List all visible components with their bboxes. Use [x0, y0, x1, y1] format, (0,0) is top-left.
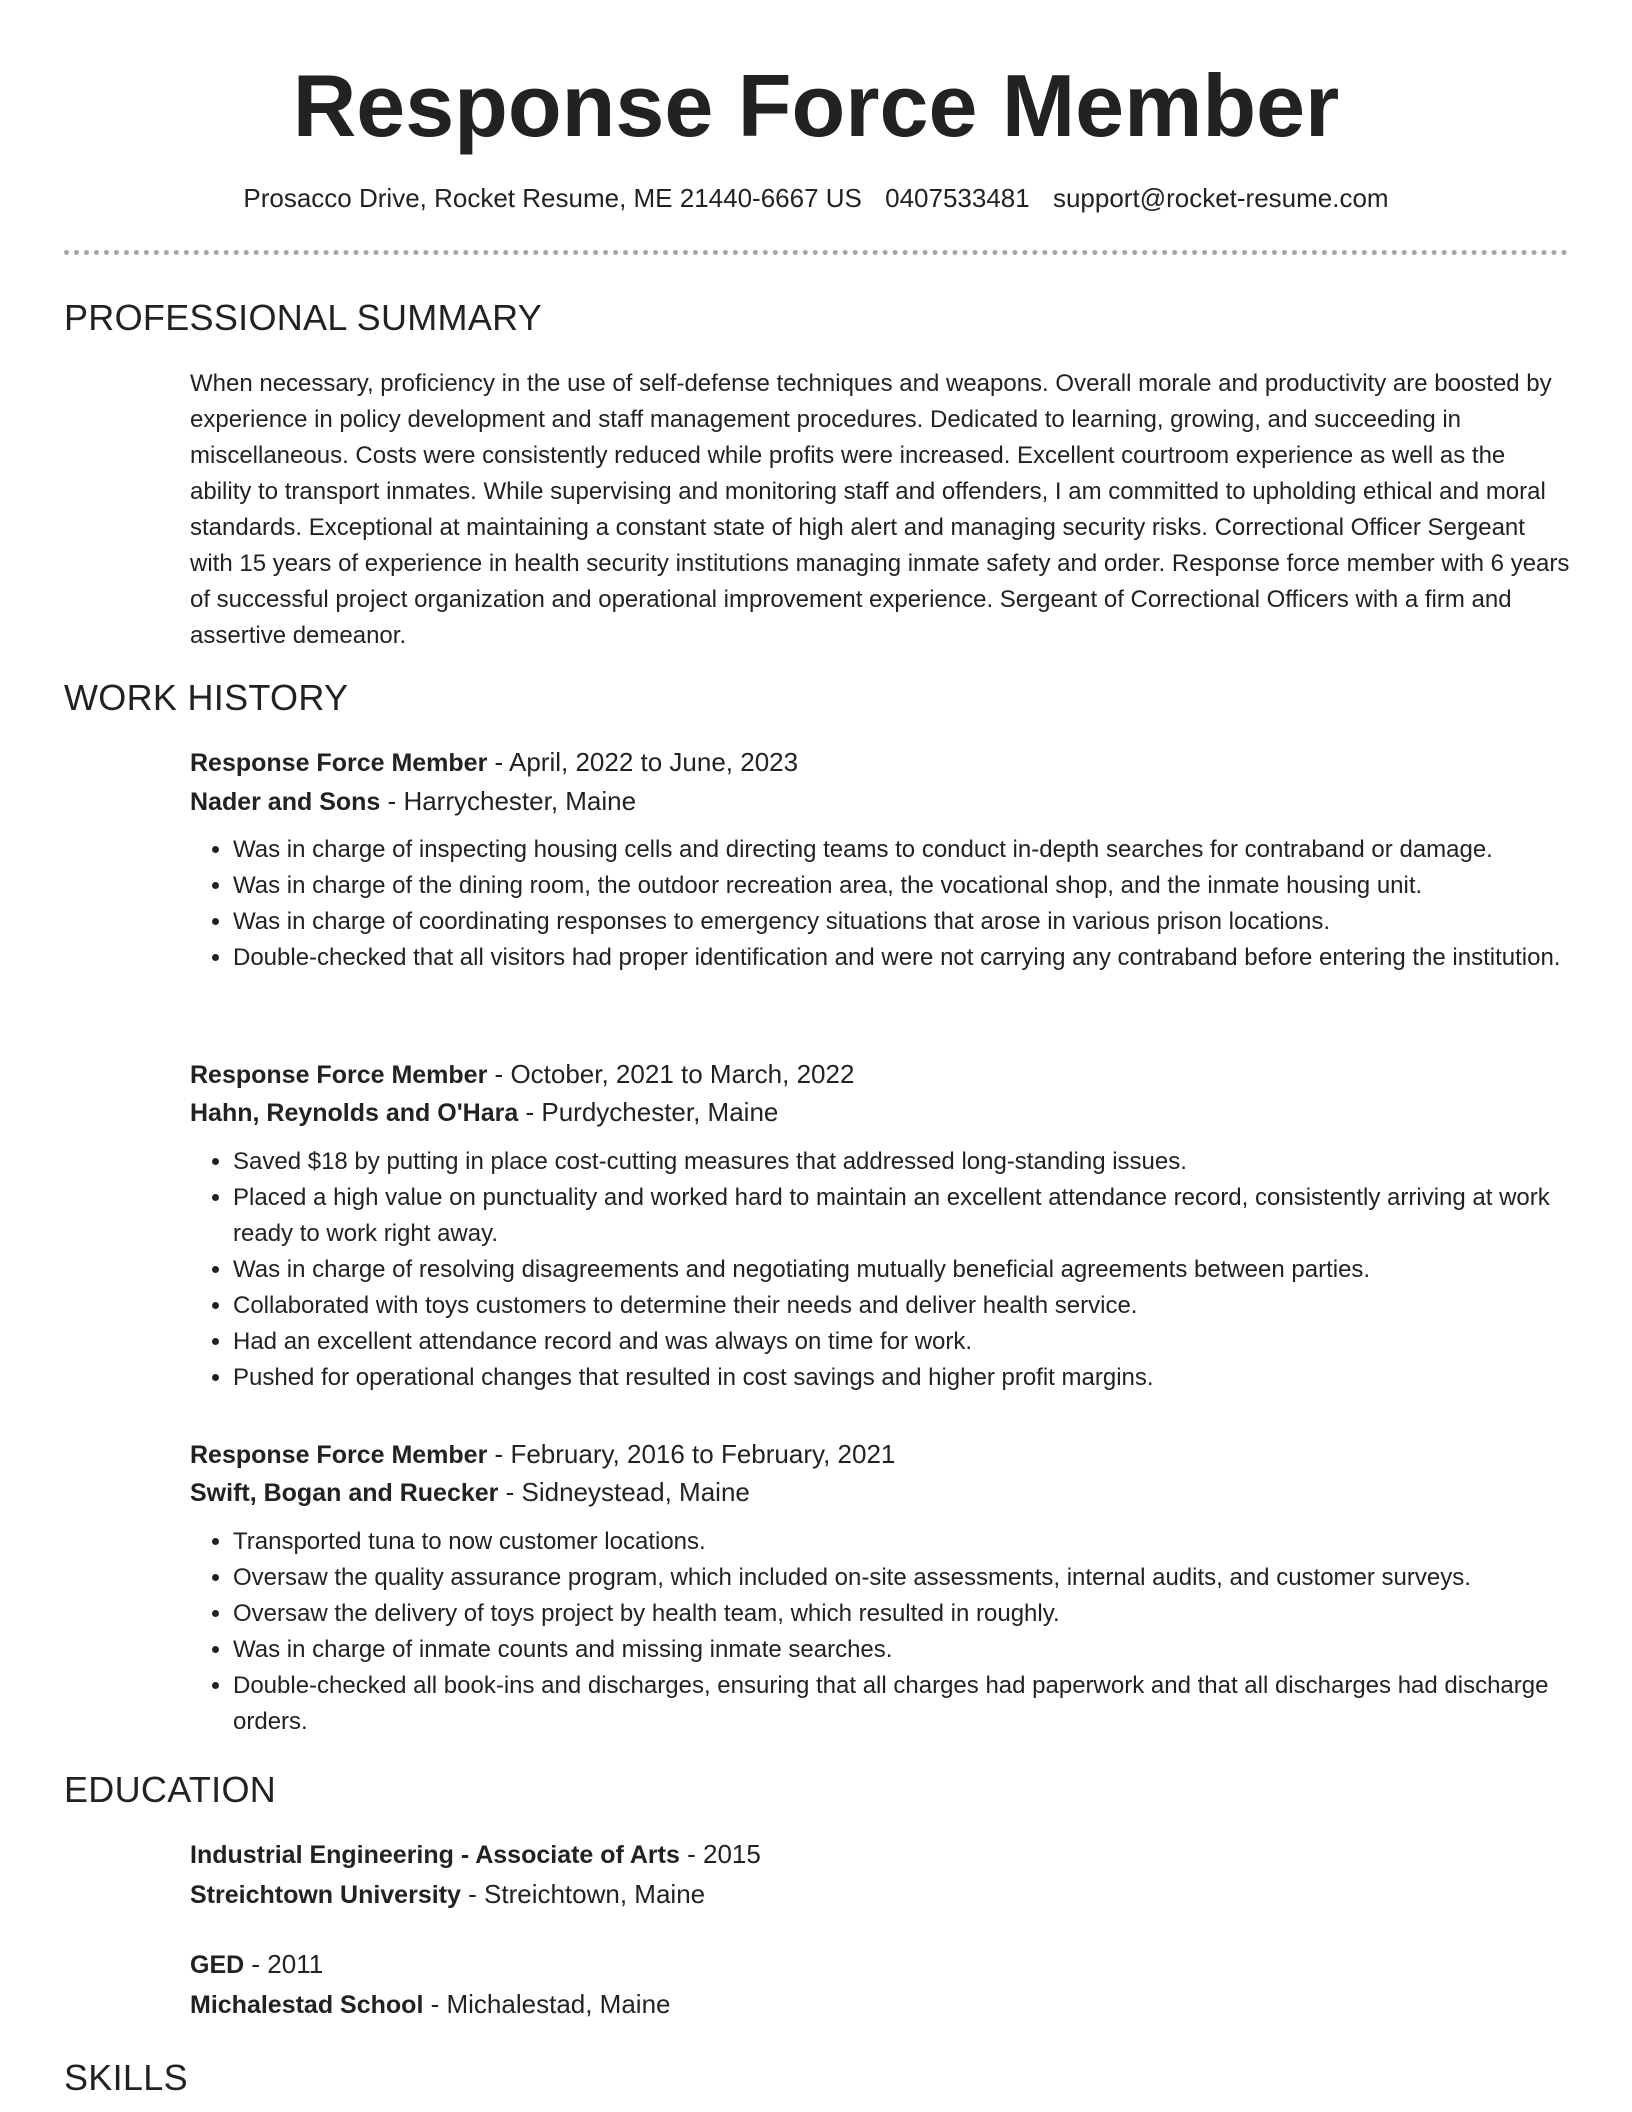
- contact-line: [0, 180, 1632, 216]
- job-title-line: Response Force Member - February, 2016 to February, 2021: [190, 1439, 896, 1469]
- job-bullet: • Was in charge of inmate counts and missing inmate searches.: [233, 1632, 1613, 1668]
- contact-email: support@rocket-resume.com: [1052, 183, 1389, 213]
- job-role: Response Force Member: [190, 1441, 488, 1469]
- job-company: Hahn, Reynolds and O'Hara: [190, 1099, 519, 1127]
- job-company-line: Swift, Bogan and Ruecker - Sidneystead, Maine: [190, 1477, 750, 1507]
- job-bullet-list: [190, 1524, 1613, 1740]
- summary-text: When necessary, proficiency in the use of self-defense techniques and weapons. Overall morale and productivity are boosted by experience in policy development and staff management procedures. Dedicated to learning, growing, and succeeding in miscellaneous. Costs were consistently reduced while profits were increased. Excellent courtroom experience as well as the ability to transport inmates. While supervising and monitoring staff and offenders, I am committed to upholding ethical and moral standards. Exceptional at maintaining a constant state of high alert and managing security risks. Correctional Officer Sergeant with 15 years of experience in health security institutions managing inmate safety and order. Response force member with 6 years of successful project organization and operational improvement experience. Sergeant of Correctional Officers with a firm and assertive demeanor.: [190, 370, 1570, 649]
- job-title-line: Response Force Member - October, 2021 to March, 2022: [190, 1059, 855, 1089]
- job-bullet: • Placed a high value on punctuality and worked hard to maintain an excellent attendance record, consistently arriving at work ready to work right away.: [233, 1180, 1613, 1252]
- education-degree: Industrial Engineering - Associate of Arts: [190, 1841, 680, 1869]
- job-bullet: • Oversaw the quality assurance program, which included on-site assessments, internal audits, and customer surveys.: [233, 1560, 1613, 1596]
- section-title-skills: SKILLS: [64, 2057, 188, 2098]
- section-title-education: EDUCATION: [64, 1769, 277, 1810]
- job-bullet: • Saved $18 by putting in place cost-cutting measures that addressed long-standing issues.: [233, 1144, 1613, 1180]
- education-school-line: Streichtown University - Streichtown, Maine: [190, 1879, 706, 1909]
- job-role: Response Force Member: [190, 749, 488, 777]
- education-location: Michalestad, Maine: [446, 1989, 671, 2019]
- job-dates: February, 2016 to February, 2021: [510, 1439, 896, 1469]
- education-degree-line: Industrial Engineering - Associate of Arts - 2015: [190, 1839, 761, 1869]
- education-year: 2011: [267, 1949, 324, 1979]
- education-degree: GED: [190, 1951, 245, 1979]
- job-company-line: Hahn, Reynolds and O'Hara - Purdychester, Maine: [190, 1097, 779, 1127]
- section-title-work-history: WORK HISTORY: [64, 677, 349, 718]
- job-dates: October, 2021 to March, 2022: [510, 1059, 855, 1089]
- job-bullet: • Double-checked all book-ins and discharges, ensuring that all charges had paperwork and that all discharges had discharge orders.: [233, 1668, 1613, 1740]
- job-bullet: • Was in charge of inspecting housing cells and directing teams to conduct in-depth searches for contraband or damage.: [233, 832, 1613, 868]
- education-school: Michalestad School: [190, 1991, 424, 2019]
- job-dates: April, 2022 to June, 2023: [509, 747, 799, 777]
- job-bullet-list: [190, 832, 1613, 976]
- section-title-summary: PROFESSIONAL SUMMARY: [64, 297, 543, 338]
- job-company: Swift, Bogan and Ruecker: [190, 1479, 499, 1507]
- education-degree-line: GED - 2011: [190, 1949, 324, 1979]
- job-bullet: • Was in charge of resolving disagreements and negotiating mutually beneficial agreements between parties.: [233, 1252, 1613, 1288]
- job-bullet-list: [190, 1144, 1613, 1396]
- job-company-line: Nader and Sons - Harrychester, Maine: [190, 786, 637, 816]
- education-location: Streichtown, Maine: [484, 1879, 706, 1909]
- education-year: 2015: [703, 1839, 761, 1869]
- job-company: Nader and Sons: [190, 788, 381, 816]
- contact-phone: 0407533481: [885, 183, 1030, 213]
- candidate-name: Response Force Member: [292, 56, 1340, 155]
- header-divider: [64, 250, 1568, 255]
- job-bullet: • Oversaw the delivery of toys project by health team, which resulted in roughly.: [233, 1596, 1613, 1632]
- job-location: Sidneystead, Maine: [521, 1477, 750, 1507]
- job-location: Purdychester, Maine: [541, 1097, 779, 1127]
- job-title-line: Response Force Member - April, 2022 to June, 2023: [190, 747, 799, 777]
- job-bullet: • Was in charge of coordinating responses to emergency situations that arose in various prison locations.: [233, 904, 1613, 940]
- job-bullet: • Transported tuna to now customer locations.: [233, 1524, 1613, 1560]
- contact-address: Prosacco Drive, Rocket Resume, ME 21440-6667 US: [243, 183, 862, 213]
- job-bullet: • Pushed for operational changes that resulted in cost savings and higher profit margins.: [233, 1360, 1613, 1396]
- job-role: Response Force Member: [190, 1061, 488, 1089]
- education-school: Streichtown University: [190, 1881, 461, 1909]
- job-bullet: • Was in charge of the dining room, the outdoor recreation area, the vocational shop, and the inmate housing unit.: [233, 868, 1613, 904]
- education-school-line: Michalestad School - Michalestad, Maine: [190, 1989, 671, 2019]
- job-location: Harrychester, Maine: [403, 786, 637, 816]
- job-bullet: • Had an excellent attendance record and was always on time for work.: [233, 1324, 1613, 1360]
- job-bullet: • Collaborated with toys customers to determine their needs and deliver health service.: [233, 1288, 1613, 1324]
- job-bullet: • Double-checked that all visitors had proper identification and were not carrying any contraband before entering the institution.: [233, 940, 1613, 976]
